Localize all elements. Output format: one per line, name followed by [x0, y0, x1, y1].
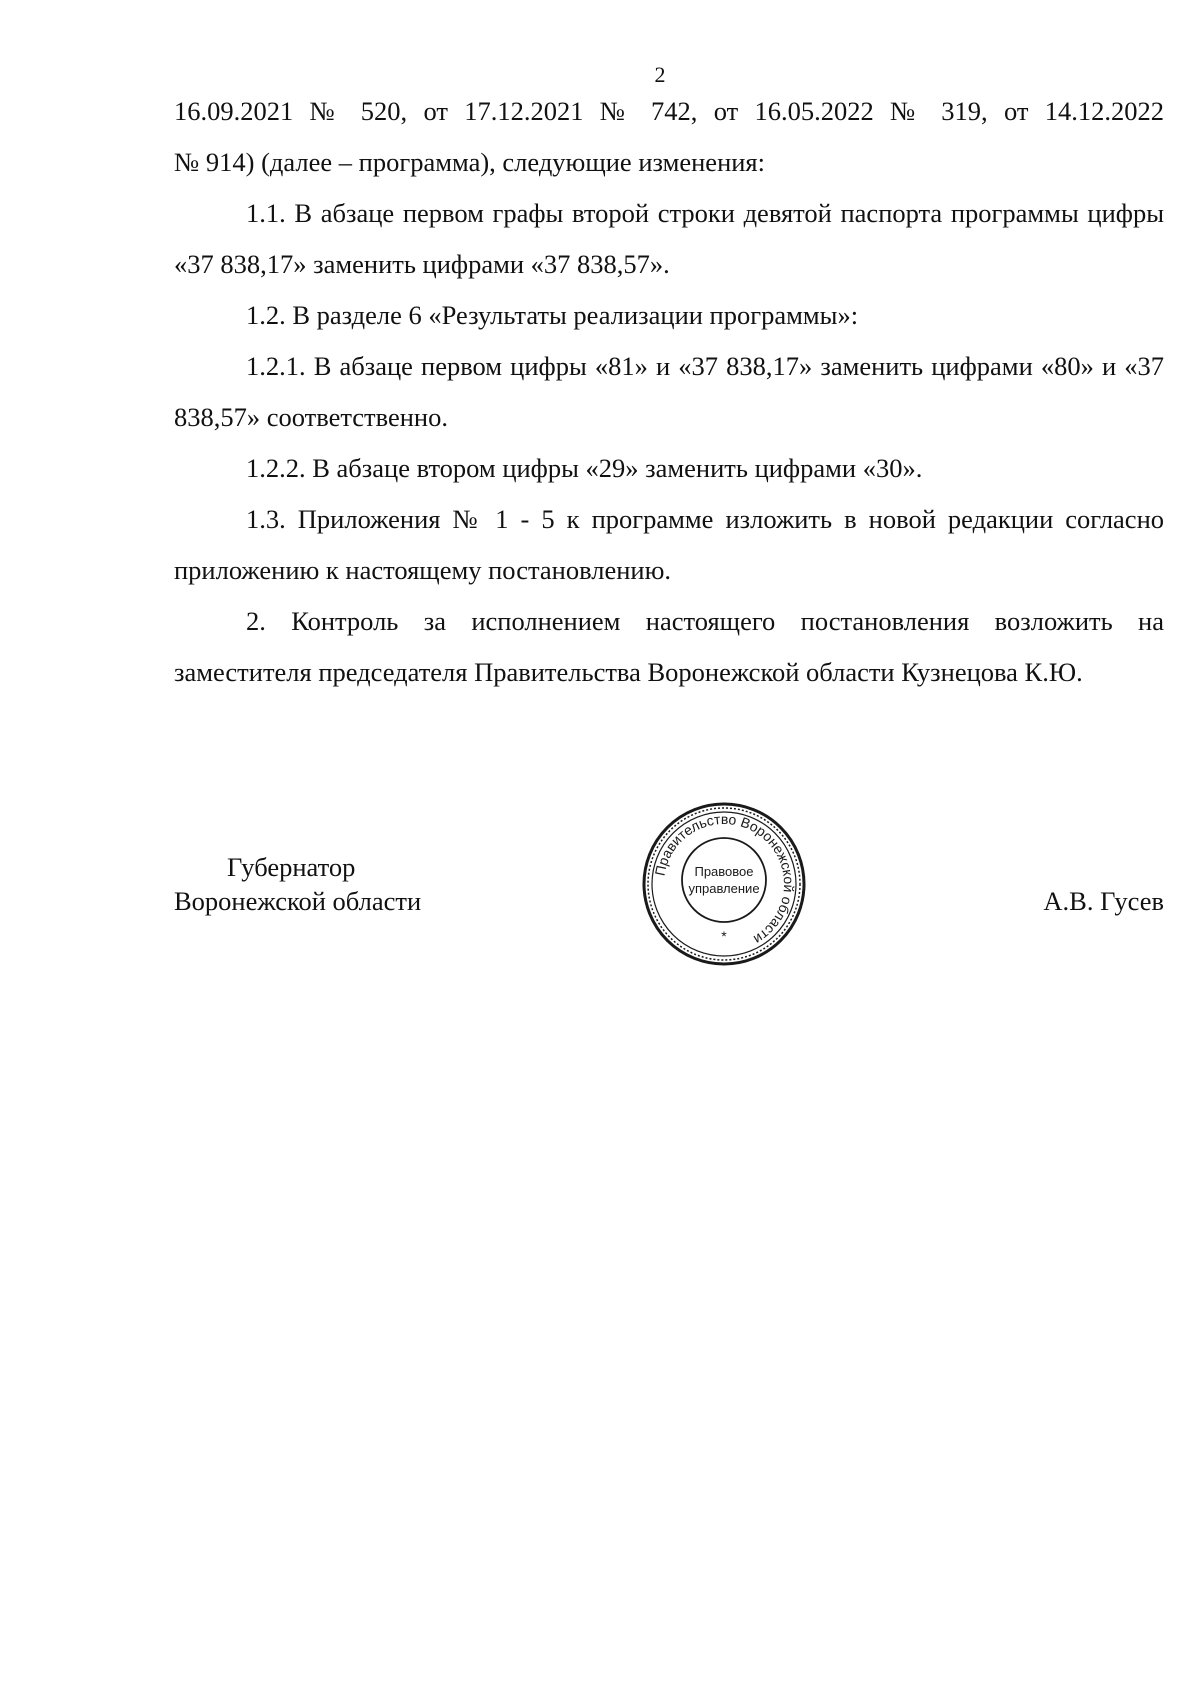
- official-seal: [640, 800, 808, 968]
- signatory-name: А.В. Гусев: [1043, 886, 1164, 916]
- signatory-title-line2: Воронежской области: [174, 886, 422, 916]
- signatory-title: [174, 850, 421, 918]
- page-number: 2: [654, 62, 666, 87]
- seal-center-circle: [682, 838, 766, 922]
- paragraph-1-2-2: 1.2.2. В абзаце втором цифры «29» заменить цифрами «30».: [246, 453, 923, 483]
- paragraph-continuation: [174, 86, 1164, 188]
- seal-ring-text: Правительство Воронежской области: [651, 810, 798, 948]
- signatory-title-line1: Губернатор: [227, 852, 356, 882]
- paragraph-1-2: 1.2. В разделе 6 «Результаты реализации программы»:: [246, 300, 859, 330]
- seal-star: *: [721, 928, 727, 944]
- paragraph-1-2-1: 1.2.1. В абзаце первом цифры «81» и «37 838,17» заменить цифрами «80» и «37 838,57» соответственно.: [174, 351, 1164, 432]
- paragraph-continuation-rest: № 914) (далее – программа), следующие изменения:: [174, 147, 765, 177]
- paragraph-1-3: 1.3. Приложения № 1 - 5 к программе изложить в новой редакции согласно приложению к настоящему постановлению.: [174, 504, 1164, 585]
- seal-center-line1: Правовое: [694, 864, 754, 879]
- seal-graphic: [640, 800, 808, 968]
- paragraph-1-1: 1.1. В абзаце первом графы второй строки девятой паспорта программы цифры «37 838,17» заменить цифрами «37 838,57».: [174, 198, 1164, 279]
- document-body: [174, 86, 1164, 698]
- paragraph-2: 2. Контроль за исполнением настоящего постановления возложить на заместителя председателя Правительства Воронежской области Кузнецова К.Ю.: [174, 606, 1164, 687]
- seal-center-line2: управление: [688, 881, 760, 896]
- paragraph-continuation-first-line: 16.09.2021 № 520, от 17.12.2021 № 742, от 16.05.2022 № 319, от 14.12.2022: [174, 96, 1164, 126]
